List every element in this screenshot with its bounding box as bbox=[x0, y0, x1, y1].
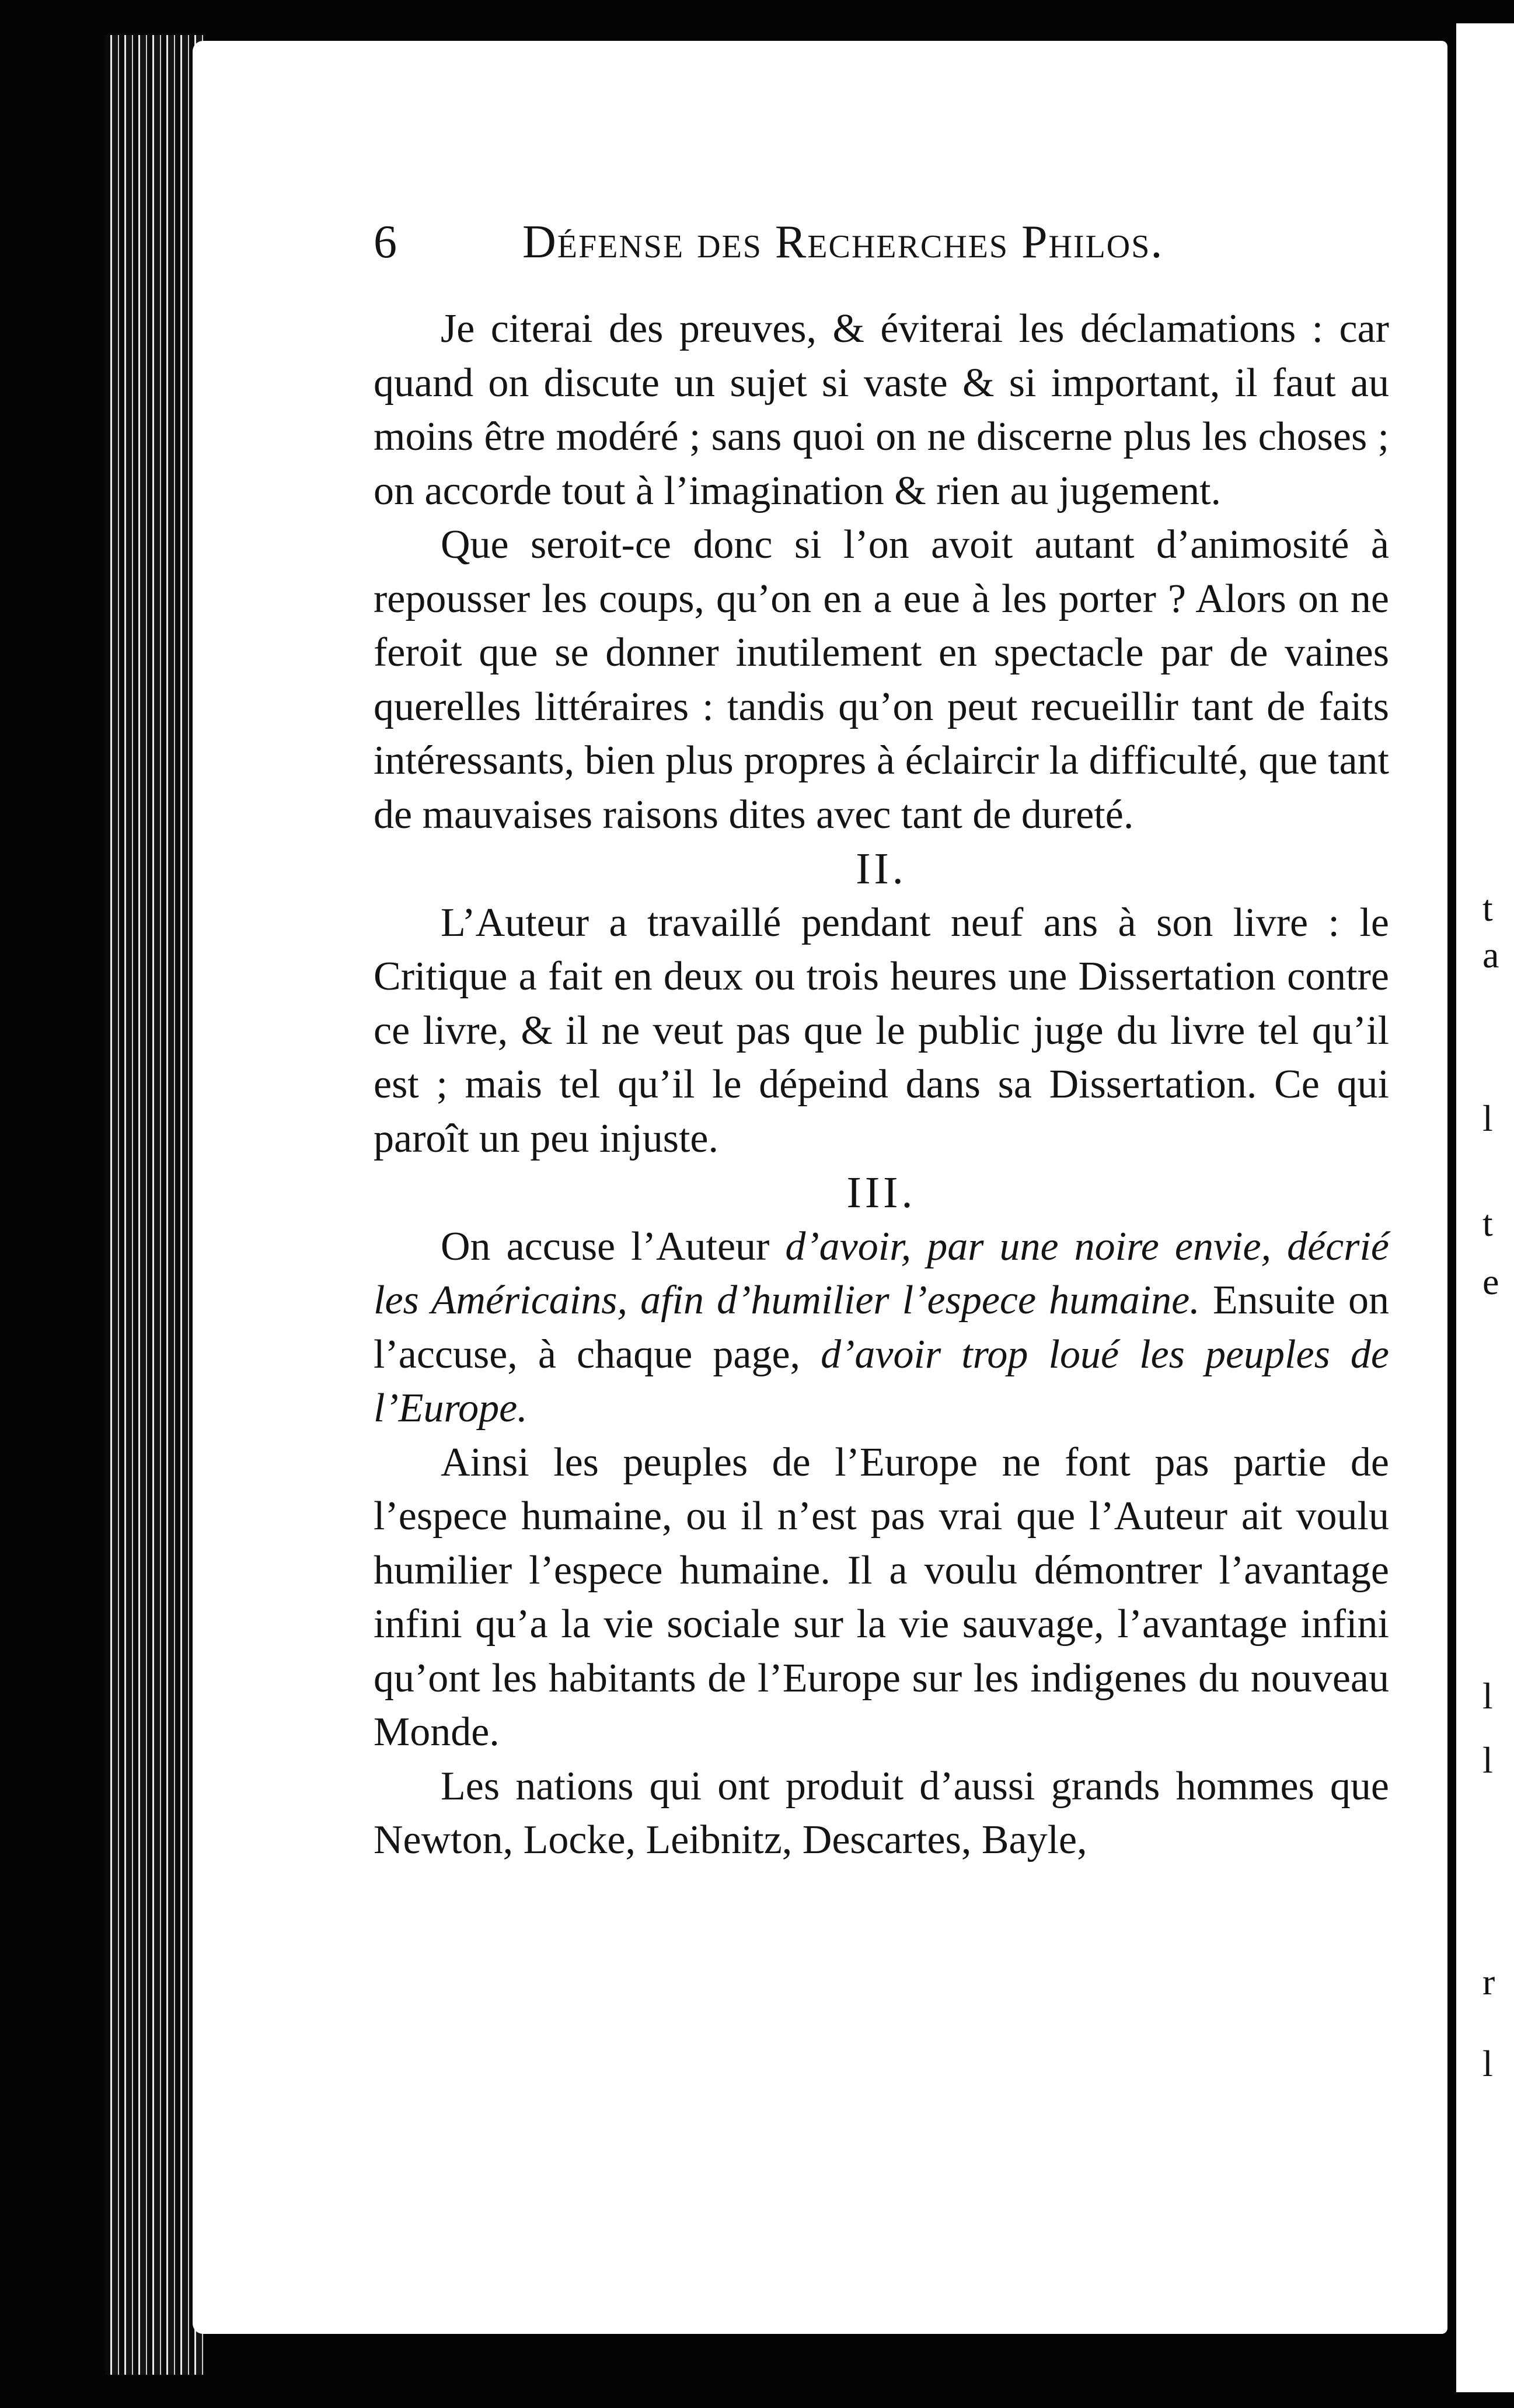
running-title: Défense des Recherches Philos. bbox=[522, 216, 1164, 268]
book-binding-edge bbox=[105, 35, 204, 2375]
italic-quotation: d’avoir trop loué les peuples de l’Europe. bbox=[374, 1331, 1389, 1431]
paragraph-text: On accuse l’Auteur bbox=[441, 1224, 786, 1269]
paragraph: Que seroit-ce donc si l’on avoit autant d’animosité à repousser les coups, qu’on en a eue à les porter ? Alors on ne feroit que se donner inutilement en spectacle par de vaines querelles littéraires : tandis qu’on peut recueillir tant de faits intéressants, bien plus propres à éclaircir la difficulté, que tant de mauvaises raisons dites avec tant de dureté. bbox=[374, 522, 1389, 837]
italic-quotation: d’avoir, par une noire envie, décrié les Américains, afin d’humilier l’espece humaine. bbox=[374, 1224, 1389, 1323]
facing-page-fragment: l bbox=[1482, 1675, 1493, 1717]
section-number: III. bbox=[846, 1168, 916, 1217]
page-number: 6 bbox=[374, 216, 397, 268]
facing-page-edge bbox=[1456, 23, 1514, 2392]
facing-page-fragment: l bbox=[1482, 2043, 1493, 2084]
facing-page-fragment: t bbox=[1482, 887, 1493, 929]
facing-page-fragment: e bbox=[1482, 1261, 1499, 1302]
paragraph: L’Auteur a travaillé pendant neuf ans à son livre : le Critique a fait en deux ou trois heures une Dissertation contre ce livre, & il ne veut pas que le public juge du livre tel qu’il est ; mais tel qu’il le dépeind dans sa Dissertation. Ce qui paroît un peu injuste. bbox=[374, 900, 1389, 1161]
paragraph bbox=[374, 1220, 1389, 1436]
facing-page-fragment: t bbox=[1482, 1203, 1493, 1244]
facing-page-fragment: l bbox=[1482, 1098, 1493, 1139]
running-head bbox=[374, 216, 1389, 286]
paragraph: Ainsi les peuples de l’Europe ne font pas partie de l’espece humaine, ou il n’est pas vrai que l’Auteur ait voulu humilier l’espece humaine. Il a voulu démontrer l’avantage infini qu’a la vie sociale sur la vie sauvage, l’avantage infini qu’ont les habitants de l’Europe sur les indigenes du nouveau Monde. bbox=[374, 1439, 1389, 1755]
paragraph: Je citerai des preuves, & éviterai les déclamations : car quand on discute un sujet si vaste & si important, il faut au moins être modéré ; sans quoi on ne discerne plus les choses ; on accorde tout à l’imagination & rien au jugement. bbox=[374, 306, 1389, 513]
section-number: II. bbox=[856, 844, 907, 893]
facing-page-fragment: r bbox=[1482, 1961, 1495, 2002]
paragraph-text: Ensuite on l’accuse, à chaque page, bbox=[374, 1278, 1389, 1377]
facing-page-fragment: a bbox=[1482, 934, 1499, 976]
paragraph: Les nations qui ont produit d’aussi grands hommes que Newton, Locke, Leibnitz, Descartes, Bayle, bbox=[374, 1763, 1389, 1862]
facing-page-fragment: l bbox=[1482, 1739, 1493, 1781]
page-content bbox=[374, 216, 1389, 1868]
